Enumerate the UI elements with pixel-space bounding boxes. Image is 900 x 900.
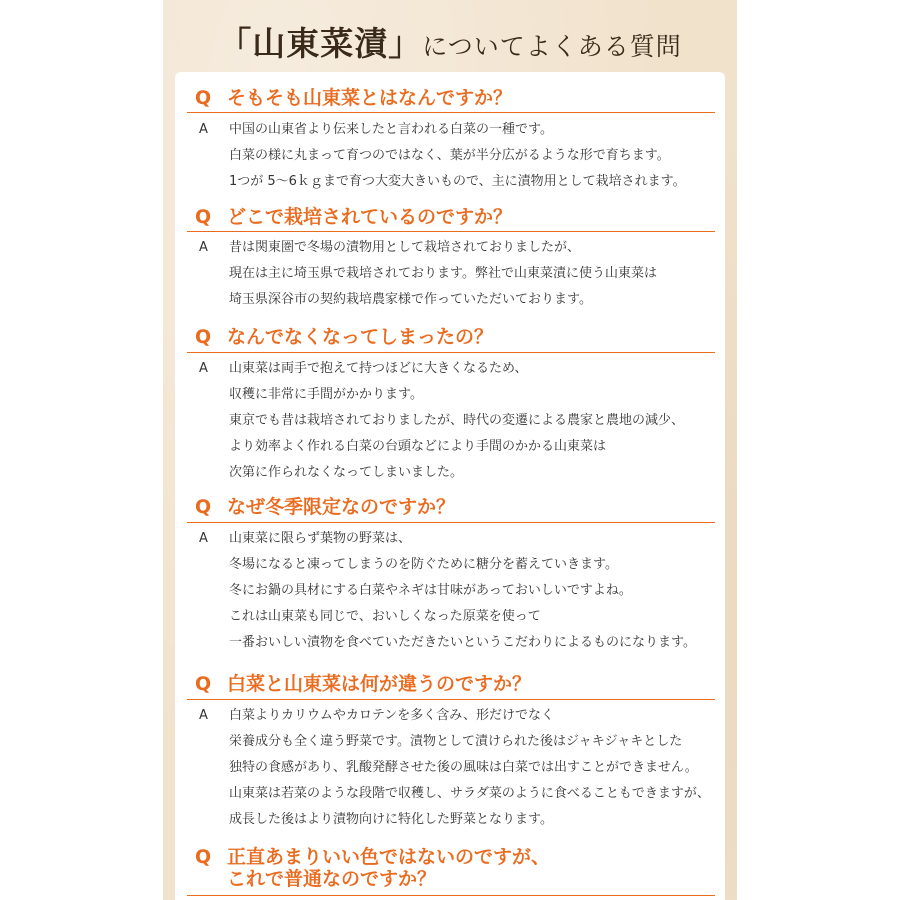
a-marker: A bbox=[199, 240, 208, 255]
answer-line: 山東菜は両手で抱えて持つほどに大きくなるため、 bbox=[229, 361, 528, 376]
answer-line: 栄養成分も全く違う野菜です。漬物として漬けられた後はジャキジャキとした bbox=[229, 734, 683, 749]
answer-line: 次第に作られなくなってしまいました。 bbox=[229, 465, 464, 480]
q-marker: Q bbox=[195, 326, 212, 348]
q-marker: Q bbox=[195, 87, 212, 109]
faq-answer-1 bbox=[199, 117, 686, 195]
faq-answer-3 bbox=[199, 356, 684, 486]
question-divider bbox=[187, 112, 715, 113]
page-title-suffix: についてよくある質問 bbox=[422, 32, 682, 61]
question-divider bbox=[187, 699, 715, 700]
answer-line: 埼玉県深谷市の契約栽培農家様で作っていただいております。 bbox=[229, 292, 592, 307]
faq-question-text: なんでなくなってしまったの？ bbox=[227, 326, 494, 348]
answer-line: 昔は関東圏で冬場の漬物用として栽培されておりましたが、 bbox=[229, 240, 581, 255]
answer-line: 現在は主に埼玉県で栽培されております。弊社で山東菜漬に使う山東菜は bbox=[229, 266, 657, 281]
answer-line: 独特の食感があり、乳酸発酵させた後の風味は白菜では出すことができません。 bbox=[229, 760, 698, 775]
faq-question-5 bbox=[195, 673, 531, 695]
faq-question-text: そもそも山東菜とはなんですか？ bbox=[227, 87, 513, 109]
faq-question-text: 白菜と山東菜は何が違うのですか？ bbox=[227, 673, 532, 695]
a-marker: A bbox=[199, 531, 208, 546]
page-title-product: 「山東菜漬」 bbox=[218, 24, 423, 63]
faq-question-text: なぜ冬季限定なのですか？ bbox=[227, 496, 456, 518]
faq-card bbox=[175, 72, 725, 900]
q-marker: Q bbox=[195, 673, 212, 695]
answer-line: より効率よく作れる白菜の台頭などにより手間のかかる山東菜は bbox=[229, 439, 607, 454]
question-divider bbox=[187, 352, 715, 353]
faq-question-text: 正直あまりいい色ではないのですが、 これで普通なのですか？ bbox=[227, 846, 551, 890]
faq-question-4 bbox=[195, 496, 455, 518]
a-marker: A bbox=[199, 122, 208, 137]
answer-line: 山東菜は若菜のような段階で収穫し、サラダ菜のように食べることもできますが、 bbox=[229, 786, 710, 801]
answer-line: 中国の山東省より伝来したと言われる白菜の一種です。 bbox=[229, 122, 553, 137]
answer-line: 一番おいしい漬物を食べていただきたいというこだわりによるものになります。 bbox=[229, 635, 696, 650]
faq-answer-2 bbox=[199, 235, 657, 313]
q-marker: Q bbox=[195, 846, 212, 868]
answer-line: 冬にお鍋の具材にする白菜やネギは甘味があっておいしいですよね。 bbox=[229, 583, 632, 598]
answer-line: 成長した後はより漬物向けに特化した野菜となります。 bbox=[229, 812, 553, 827]
answer-line: 収穫に非常に手間がかかります。 bbox=[229, 387, 423, 402]
faq-question-2 bbox=[195, 206, 512, 228]
question-divider bbox=[187, 895, 715, 896]
answer-line: これは山東菜も同じで、おいしくなった原菜を使って bbox=[229, 609, 541, 624]
question-divider bbox=[187, 231, 715, 232]
faq-question-1 bbox=[195, 87, 512, 109]
faq-question-3 bbox=[195, 326, 493, 348]
faq-panel bbox=[163, 0, 737, 900]
answer-line: 冬場になると凍ってしまうのを防ぐために糖分を蓄えていきます。 bbox=[229, 557, 618, 572]
faq-question-text: どこで栽培されているのですか？ bbox=[227, 206, 513, 228]
question-divider bbox=[187, 522, 715, 523]
a-marker: A bbox=[199, 708, 208, 723]
answer-line: 白菜よりカリウムやカロテンを多く含み、形だけでなく bbox=[229, 708, 555, 723]
page-title bbox=[163, 18, 737, 65]
faq-answer-4 bbox=[199, 526, 696, 656]
answer-line: 1つが 5～6ｋｇまで育つ大変大きいもので、主に漬物用として栽培されます。 bbox=[229, 174, 686, 189]
a-marker: A bbox=[199, 361, 208, 376]
answer-line: 白菜の様に丸まって育つのではなく、葉が半分広がるような形で育ちます。 bbox=[229, 148, 670, 163]
q-marker: Q bbox=[195, 206, 212, 228]
answer-line: 東京でも昔は栽培されておりましたが、時代の変遷による農家と農地の減少、 bbox=[229, 413, 685, 428]
answer-line: 山東菜に限らず葉物の野菜は、 bbox=[229, 531, 412, 546]
faq-answer-5 bbox=[199, 703, 710, 833]
faq-question-6 bbox=[195, 846, 550, 890]
q-marker: Q bbox=[195, 496, 212, 518]
